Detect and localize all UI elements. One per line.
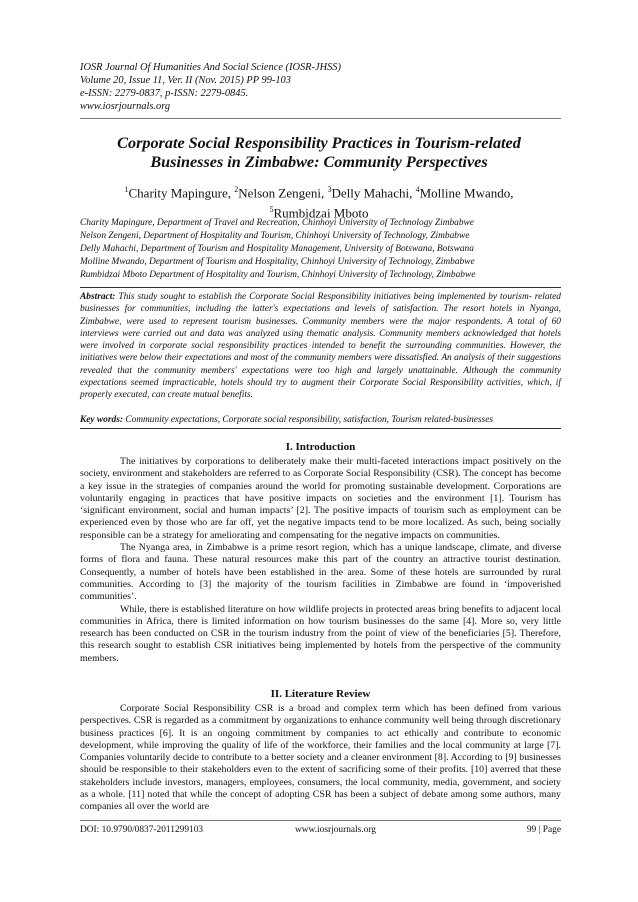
- paragraph: While, there is established literature on how wildlife projects in protected areas bring benefits to adjacent local communities in Africa, there is limited information on how tourism businesses do the same [4]. More so, very little research has been conducted on CSR in the tourism industry from the point of view of the beneficiaries [5]. Therefore, this research sought to establish CSR initiatives being implemented by hotels from the perspective of the community members.: [80, 603, 561, 664]
- abstract-bottom-rule: [80, 428, 561, 429]
- abstract-top-rule: [80, 287, 561, 288]
- keywords-label: Key words:: [80, 415, 123, 425]
- paragraph: The initiatives by corporations to deliberately make their multi-faceted interactions impact positively on the society, environment and stakeholders are referred to as Corporate Social Responsibility (CSR). The concept has become a key issue in the strategies of companies around the world for promoting sustainable development. Corporations are voluntarily engaging in practices that have positive impacts on societies and the environment [1]. Tourism has ‘significant environment, social and human impacts’ [2]. The positive impacts of tourism such as employment can be experienced even by those who are far off, yet the negative impacts tend to be more localized. As such, being socially responsible can be a strategy for ameliorating and compensating for the negative impacts on communities.: [80, 456, 561, 541]
- author-name: Nelson Zengeni,: [238, 185, 328, 201]
- section-heading-introduction: I. Introduction: [285, 441, 356, 453]
- author-name: Rumbidzai Mboto: [273, 205, 369, 221]
- author-name: Delly Mahachi,: [331, 185, 416, 201]
- affiliations: [80, 217, 561, 282]
- author-superscript: 3: [327, 185, 332, 194]
- footer-page-number: 99 | Page: [526, 825, 561, 835]
- abstract-label: Abstract:: [80, 292, 116, 302]
- literature-review-body: [80, 703, 561, 814]
- keywords-text: Community expectations, Corporate social responsibility, satisfaction, Tourism related-businesses: [125, 415, 494, 425]
- affiliation-line: Nelson Zengeni, Department of Hospitality and Tourism, Chinhoyi University of Technology, Zimbabwe: [80, 231, 470, 241]
- author-name: Molline Mwando,: [419, 185, 514, 201]
- footer-divider: [80, 820, 561, 821]
- paragraph: Corporate Social Responsibility CSR is a broad and complex term which has been defined from various perspectives. CSR is regarded as a commitment by organizations to enhance community well being through discretionary business practices [6]. It is an ongoing commitment by companies to act ethically and contribute to economic development, while improving the quality of life of the workforce, their families and the local community at large [7]. Companies voluntarily decide to contribute to a better society and a cleaner environment [8]. According to [9] businesses should be responsible to their stakeholders even to the extent of sacrificing some of their profits. [10] averred that these stakeholders include investors, managers, employees, consumers, the local community, media, government, and society as a whole. [11] noted that while the concept of adopting CSR has been a subject of debate among some authors, many companies all over the world are: [80, 703, 561, 813]
- author-superscript: 5: [269, 205, 274, 215]
- affiliation-line: Rumbidzai Mboto Department of Hospitality and Tourism, Chinhoyi University of Technology, Zimbabwe: [80, 270, 476, 280]
- paper-title-line-2: Businesses in Zimbabwe: Community Perspectives: [150, 153, 488, 171]
- keywords: [80, 415, 561, 425]
- abstract: [80, 291, 561, 402]
- author-name: Charity Mapingure,: [128, 185, 235, 201]
- author-list: [72, 181, 566, 222]
- author-superscript: 1: [124, 185, 129, 194]
- section-heading-literature-review: II. Literature Review: [270, 688, 371, 700]
- abstract-text: This study sought to establish the Corporate Social Responsibility initiatives being implemented by tourism- related businesses for communities, including the latter's expectations and levels of satisfaction. The resort hotels in Nyanga, Zimbabwe, were used to represent tourism businesses. Community members were the major respondents. A total of 60 interviews were carried out and data was analyzed using thematic analysis. Community members acknowledged that hotels were involved in corporate social responsibility practices intended to benefit the surrounding communities. However, the initiatives were below their expectations and most of the community members were dissatisfied. An analysis of their suggestions revealed that the community members' expectations were too high and largely unattainable. Although the community expectations seemed impracticable, hotels should try to augment their Corporate Social Responsibility activities, which, if properly executed, can create mutual benefits.: [80, 292, 561, 401]
- author-superscript: 4: [415, 185, 420, 194]
- footer-website[interactable]: www.iosrjournals.org: [295, 825, 376, 835]
- header-divider: [80, 118, 561, 119]
- footer-doi[interactable]: DOI: 10.9790/0837-2011299103: [80, 825, 204, 835]
- journal-website[interactable]: www.iosrjournals.org: [80, 101, 171, 112]
- paragraph: The Nyanga area, in Zimbabwe is a prime resort region, which has a unique landscape, climate, and diverse forms of flora and fauna. These natural resources make this part of the country an attractive tourist destination. Consequently, a number of hotels have been established in the area. Some of these hotels are surrounded by rural communities. According to [3] the majority of the tourism facilities in Zimbabwe are found in ‘impoverished communities’.: [80, 542, 561, 603]
- affiliation-line: Charity Mapingure, Department of Travel and Recreation, Chinhoyi University of Technology Zimbabwe: [80, 218, 474, 228]
- journal-header: [80, 61, 341, 113]
- journal-name: IOSR Journal Of Humanities And Social Science (IOSR-JHSS): [80, 62, 341, 73]
- author-superscript: 2: [234, 185, 239, 194]
- journal-issn: e-ISSN: 2279-0837, p-ISSN: 2279-0845.: [80, 88, 249, 99]
- journal-volume: Volume 20, Issue 11, Ver. II (Nov. 2015) PP 99-103: [80, 75, 291, 86]
- paper-title-line-1: Corporate Social Responsibility Practices in Tourism-related: [117, 134, 521, 152]
- paper-title: [72, 134, 566, 172]
- affiliation-line: Molline Mwando, Department of Tourism and Hospitality, Chinhoyi University of Technology, Zimbabwe: [80, 257, 475, 267]
- introduction-body: [80, 456, 561, 665]
- affiliation-line: Delly Mahachi, Department of Tourism and Hospitality Management, University of Botswana, Botswana: [80, 244, 474, 254]
